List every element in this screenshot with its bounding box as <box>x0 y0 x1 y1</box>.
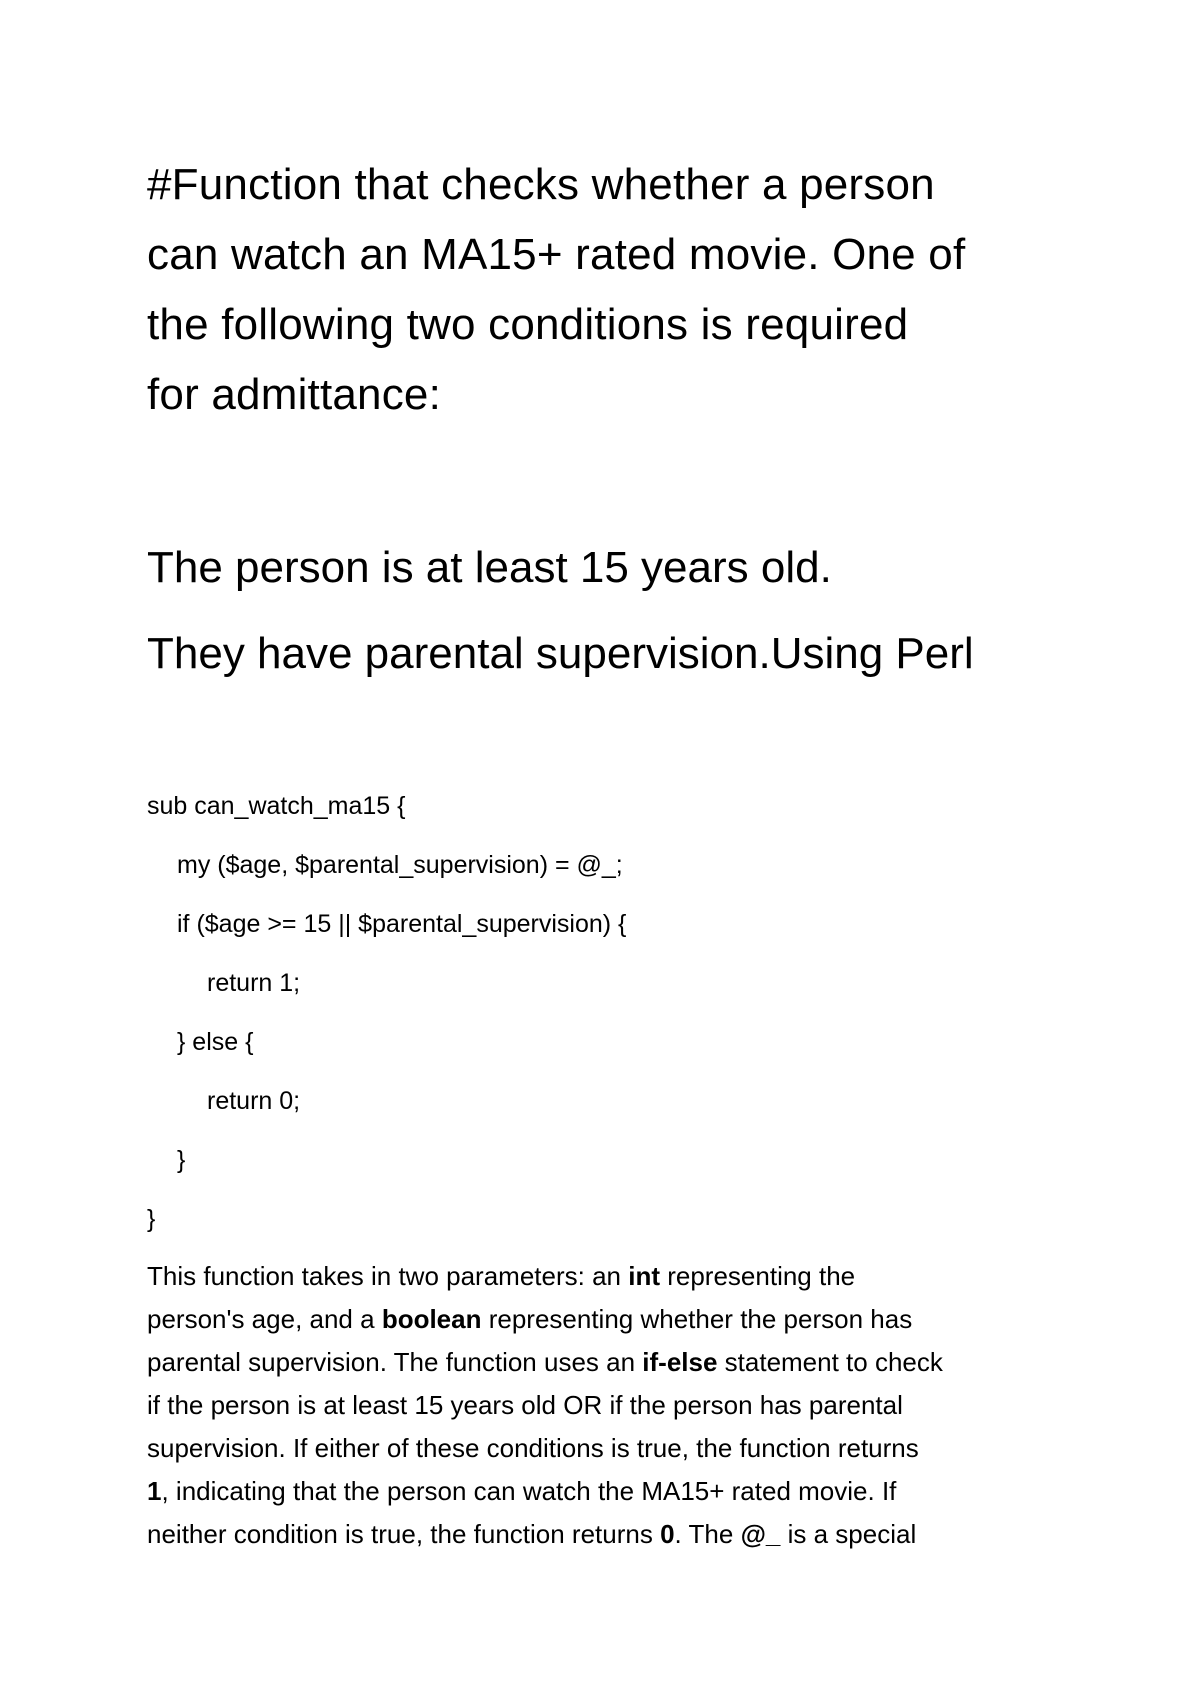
code-line-sub: sub can_watch_ma15 { <box>147 792 406 820</box>
code-line-my: my ($age, $parental_supervision) = @_; <box>177 851 623 879</box>
keyword-boolean: boolean <box>381 1304 482 1334</box>
explanation-line <box>147 1513 1067 1556</box>
text-run: representing whether the person has <box>481 1304 913 1334</box>
perl-code-block <box>147 777 1087 1249</box>
keyword-int: int <box>628 1261 660 1291</box>
condition-age: The person is at least 15 years old. <box>147 543 832 592</box>
heading-line: the following two conditions is required <box>147 300 909 349</box>
code-line-return-1: return 1; <box>207 969 301 997</box>
text-run: , indicating that the person can watch the MA15+ rated movie. If <box>161 1476 897 1506</box>
code-line-close-sub: } <box>147 1205 156 1233</box>
conditions-list <box>147 525 1087 697</box>
value-zero: 0 <box>660 1519 675 1549</box>
heading-line: #Function that checks whether a person <box>147 160 935 209</box>
condition-supervision: They have parental supervision.Using Perl <box>147 629 974 678</box>
explanation-line <box>147 1470 1067 1513</box>
value-one: 1 <box>147 1476 162 1506</box>
text-run: person's age, and a <box>147 1304 382 1334</box>
text-run: This function takes in two parameters: an <box>147 1261 629 1291</box>
explanation-line <box>147 1255 1067 1298</box>
explanation-paragraph <box>147 1255 1067 1556</box>
text-run: representing the <box>660 1261 856 1291</box>
heading-line: can watch an MA15+ rated movie. One of <box>147 230 966 279</box>
text-run: is a special <box>780 1519 917 1549</box>
code-line-else: } else { <box>177 1028 254 1056</box>
code-line-if: if ($age >= 15 || $parental_supervision) { <box>177 910 627 938</box>
code-line-return-0: return 0; <box>207 1087 301 1115</box>
text-run: neither condition is true, the function returns <box>147 1519 661 1549</box>
question-heading <box>147 150 1087 430</box>
code-line-close-if: } <box>177 1146 186 1174</box>
explanation-line <box>147 1341 1067 1384</box>
text-run: parental supervision. The function uses an <box>147 1347 643 1377</box>
heading-line: for admittance: <box>147 370 442 419</box>
text-run: statement to check <box>717 1347 943 1377</box>
explanation-line: supervision. If either of these conditions is true, the function returns <box>147 1433 919 1463</box>
explanation-line <box>147 1298 1067 1341</box>
text-run: . The <box>674 1519 741 1549</box>
explanation-line: if the person is at least 15 years old OR if the person has parental <box>147 1390 903 1420</box>
keyword-args-array: @_ <box>740 1519 781 1549</box>
keyword-if-else: if-else <box>642 1347 718 1377</box>
